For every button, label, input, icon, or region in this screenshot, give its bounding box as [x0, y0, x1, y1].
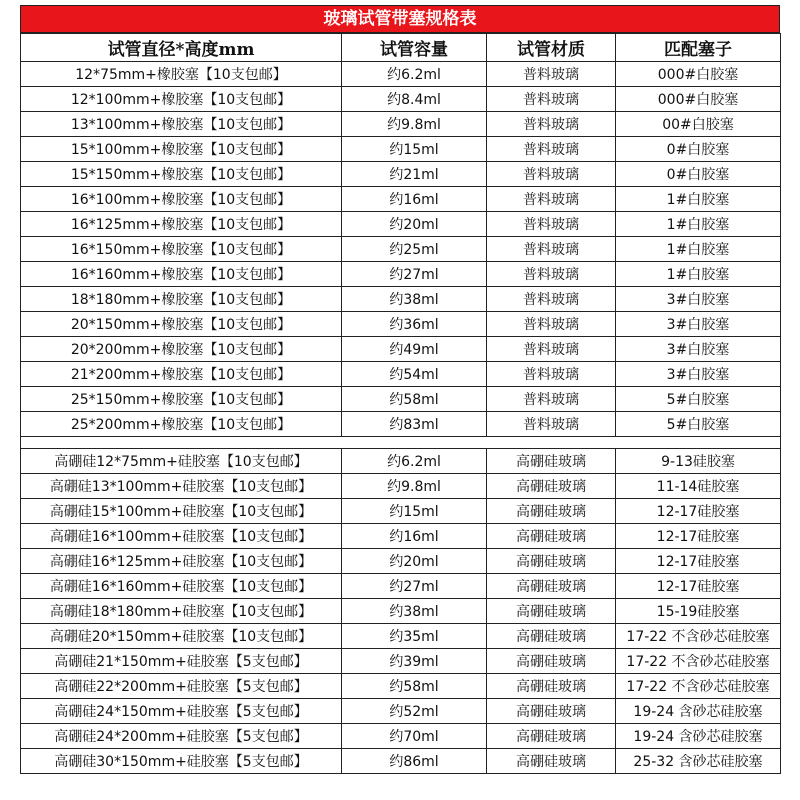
cell-stopper: 12-17硅胶塞: [616, 574, 781, 599]
cell-stopper: 1#白胶塞: [616, 237, 781, 262]
cell-material: 普料玻璃: [487, 162, 616, 187]
cell-size: 高硼硅16*100mm+硅胶塞【10支包邮】: [21, 524, 342, 549]
cell-size: 18*180mm+橡胶塞【10支包邮】: [21, 287, 342, 312]
cell-size: 16*125mm+橡胶塞【10支包邮】: [21, 212, 342, 237]
cell-material: 高硼硅玻璃: [487, 524, 616, 549]
cell-stopper: 15-19硅胶塞: [616, 599, 781, 624]
spec-sheet: [20, 5, 780, 774]
table-row: [21, 212, 781, 237]
cell-material: 高硼硅玻璃: [487, 699, 616, 724]
cell-capacity: 约20ml: [342, 549, 487, 574]
cell-stopper: 17-22 不含砂芯硅胶塞: [616, 624, 781, 649]
cell-stopper: 1#白胶塞: [616, 262, 781, 287]
cell-capacity: 约15ml: [342, 499, 487, 524]
cell-size: 13*100mm+橡胶塞【10支包邮】: [21, 112, 342, 137]
cell-material: 高硼硅玻璃: [487, 649, 616, 674]
cell-stopper: 12-17硅胶塞: [616, 549, 781, 574]
cell-material: 普料玻璃: [487, 362, 616, 387]
cell-material: 普料玻璃: [487, 337, 616, 362]
cell-stopper: 3#白胶塞: [616, 312, 781, 337]
cell-capacity: 约27ml: [342, 574, 487, 599]
cell-size: 15*150mm+橡胶塞【10支包邮】: [21, 162, 342, 187]
cell-stopper: 0#白胶塞: [616, 162, 781, 187]
cell-material: 普料玻璃: [487, 62, 616, 87]
cell-size: 21*200mm+橡胶塞【10支包邮】: [21, 362, 342, 387]
table-row: [21, 237, 781, 262]
cell-material: 高硼硅玻璃: [487, 674, 616, 699]
cell-stopper: 12-17硅胶塞: [616, 524, 781, 549]
cell-stopper: 12-17硅胶塞: [616, 499, 781, 524]
cell-size: 高硼硅15*100mm+硅胶塞【10支包邮】: [21, 499, 342, 524]
cell-stopper: 3#白胶塞: [616, 362, 781, 387]
table-row: [21, 624, 781, 649]
table-row: [21, 524, 781, 549]
cell-material: 高硼硅玻璃: [487, 449, 616, 474]
cell-material: 普料玻璃: [487, 237, 616, 262]
header-size: 试管直径*高度mm: [21, 34, 342, 62]
table-row: [21, 749, 781, 774]
table-row: [21, 162, 781, 187]
cell-size: 20*200mm+橡胶塞【10支包邮】: [21, 337, 342, 362]
table-row: [21, 387, 781, 412]
table-row: [21, 262, 781, 287]
cell-material: 高硼硅玻璃: [487, 574, 616, 599]
cell-size: 高硼硅22*200mm+硅胶塞【5支包邮】: [21, 674, 342, 699]
table-row: [21, 62, 781, 87]
cell-stopper: 00#白胶塞: [616, 112, 781, 137]
cell-material: 高硼硅玻璃: [487, 499, 616, 524]
cell-capacity: 约9.8ml: [342, 474, 487, 499]
cell-size: 25*200mm+橡胶塞【10支包邮】: [21, 412, 342, 437]
cell-size: 高硼硅18*180mm+硅胶塞【10支包邮】: [21, 599, 342, 624]
table-row: [21, 499, 781, 524]
cell-material: 普料玻璃: [487, 187, 616, 212]
cell-stopper: 11-14硅胶塞: [616, 474, 781, 499]
cell-capacity: 约83ml: [342, 412, 487, 437]
cell-stopper: 3#白胶塞: [616, 337, 781, 362]
cell-capacity: 约36ml: [342, 312, 487, 337]
table-row: [21, 137, 781, 162]
cell-material: 高硼硅玻璃: [487, 474, 616, 499]
table-row: [21, 649, 781, 674]
cell-size: 20*150mm+橡胶塞【10支包邮】: [21, 312, 342, 337]
cell-size: 12*75mm+橡胶塞【10支包邮】: [21, 62, 342, 87]
cell-size: 高硼硅13*100mm+硅胶塞【10支包邮】: [21, 474, 342, 499]
cell-material: 普料玻璃: [487, 112, 616, 137]
cell-size: 高硼硅24*200mm+硅胶塞【5支包邮】: [21, 724, 342, 749]
table-row: [21, 674, 781, 699]
cell-size: 高硼硅12*75mm+硅胶塞【10支包邮】: [21, 449, 342, 474]
cell-capacity: 约16ml: [342, 524, 487, 549]
cell-capacity: 约6.2ml: [342, 62, 487, 87]
cell-material: 普料玻璃: [487, 262, 616, 287]
table-row: [21, 474, 781, 499]
cell-capacity: 约8.4ml: [342, 87, 487, 112]
table-body: [21, 62, 781, 774]
cell-size: 25*150mm+橡胶塞【10支包邮】: [21, 387, 342, 412]
table-row: [21, 112, 781, 137]
cell-material: 高硼硅玻璃: [487, 749, 616, 774]
table-row: [21, 449, 781, 474]
cell-capacity: 约39ml: [342, 649, 487, 674]
cell-size: 高硼硅24*150mm+硅胶塞【5支包邮】: [21, 699, 342, 724]
cell-capacity: 约38ml: [342, 599, 487, 624]
cell-stopper: 5#白胶塞: [616, 387, 781, 412]
cell-capacity: 约15ml: [342, 137, 487, 162]
cell-size: 高硼硅16*125mm+硅胶塞【10支包邮】: [21, 549, 342, 574]
cell-capacity: 约70ml: [342, 724, 487, 749]
header-capacity: 试管容量: [342, 34, 487, 62]
cell-capacity: 约9.8ml: [342, 112, 487, 137]
cell-size: 16*100mm+橡胶塞【10支包邮】: [21, 187, 342, 212]
cell-size: 16*160mm+橡胶塞【10支包邮】: [21, 262, 342, 287]
cell-capacity: 约38ml: [342, 287, 487, 312]
cell-capacity: 约58ml: [342, 674, 487, 699]
cell-size: 12*100mm+橡胶塞【10支包邮】: [21, 87, 342, 112]
header-row: [21, 34, 781, 62]
table-row: [21, 337, 781, 362]
cell-stopper: 9-13硅胶塞: [616, 449, 781, 474]
table-row: [21, 287, 781, 312]
cell-capacity: 约27ml: [342, 262, 487, 287]
cell-stopper: 17-22 不含砂芯硅胶塞: [616, 674, 781, 699]
cell-stopper: 1#白胶塞: [616, 187, 781, 212]
cell-capacity: 约16ml: [342, 187, 487, 212]
cell-size: 高硼硅21*150mm+硅胶塞【5支包邮】: [21, 649, 342, 674]
cell-capacity: 约54ml: [342, 362, 487, 387]
cell-material: 普料玻璃: [487, 137, 616, 162]
cell-capacity: 约35ml: [342, 624, 487, 649]
cell-stopper: 1#白胶塞: [616, 212, 781, 237]
table-row: [21, 549, 781, 574]
cell-capacity: 约25ml: [342, 237, 487, 262]
group-separator-row: [21, 437, 781, 449]
header-stopper: 匹配塞子: [616, 34, 781, 62]
cell-material: 高硼硅玻璃: [487, 599, 616, 624]
cell-stopper: 0#白胶塞: [616, 137, 781, 162]
cell-capacity: 约86ml: [342, 749, 487, 774]
table-row: [21, 724, 781, 749]
cell-material: 普料玻璃: [487, 287, 616, 312]
cell-stopper: 3#白胶塞: [616, 287, 781, 312]
table-row: [21, 87, 781, 112]
cell-material: 普料玻璃: [487, 312, 616, 337]
cell-stopper: 000#白胶塞: [616, 62, 781, 87]
cell-capacity: 约49ml: [342, 337, 487, 362]
header-material: 试管材质: [487, 34, 616, 62]
cell-size: 15*100mm+橡胶塞【10支包邮】: [21, 137, 342, 162]
cell-material: 普料玻璃: [487, 387, 616, 412]
cell-capacity: 约21ml: [342, 162, 487, 187]
separator-cell: [21, 437, 781, 449]
cell-material: 高硼硅玻璃: [487, 549, 616, 574]
cell-stopper: 19-24 含砂芯硅胶塞: [616, 724, 781, 749]
cell-stopper: 25-32 含砂芯硅胶塞: [616, 749, 781, 774]
cell-size: 高硼硅16*160mm+硅胶塞【10支包邮】: [21, 574, 342, 599]
cell-capacity: 约6.2ml: [342, 449, 487, 474]
cell-size: 高硼硅30*150mm+硅胶塞【5支包邮】: [21, 749, 342, 774]
cell-stopper: 5#白胶塞: [616, 412, 781, 437]
table-title: 玻璃试管带塞规格表: [20, 5, 780, 33]
table-row: [21, 187, 781, 212]
cell-material: 高硼硅玻璃: [487, 624, 616, 649]
spec-table: [20, 33, 781, 774]
cell-material: 普料玻璃: [487, 87, 616, 112]
table-row: [21, 574, 781, 599]
cell-stopper: 19-24 含砂芯硅胶塞: [616, 699, 781, 724]
table-row: [21, 312, 781, 337]
table-row: [21, 362, 781, 387]
cell-stopper: 17-22 不含砂芯硅胶塞: [616, 649, 781, 674]
cell-material: 高硼硅玻璃: [487, 724, 616, 749]
table-row: [21, 412, 781, 437]
cell-stopper: 000#白胶塞: [616, 87, 781, 112]
table-row: [21, 699, 781, 724]
cell-size: 高硼硅20*150mm+硅胶塞【10支包邮】: [21, 624, 342, 649]
cell-capacity: 约52ml: [342, 699, 487, 724]
cell-capacity: 约20ml: [342, 212, 487, 237]
table-row: [21, 599, 781, 624]
cell-material: 普料玻璃: [487, 212, 616, 237]
cell-material: 普料玻璃: [487, 412, 616, 437]
cell-size: 16*150mm+橡胶塞【10支包邮】: [21, 237, 342, 262]
cell-capacity: 约58ml: [342, 387, 487, 412]
